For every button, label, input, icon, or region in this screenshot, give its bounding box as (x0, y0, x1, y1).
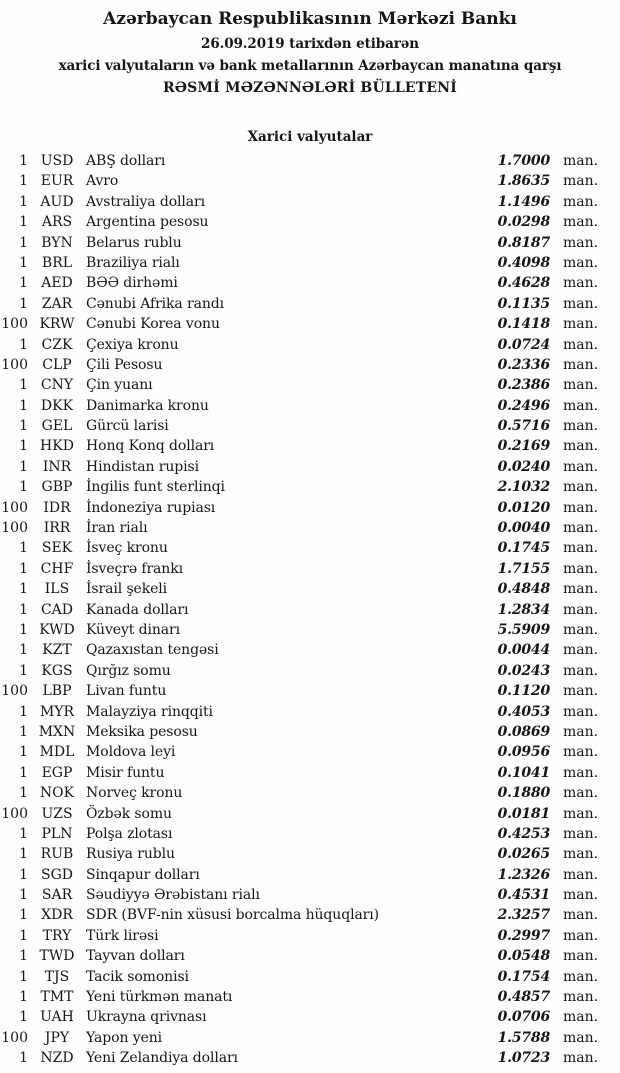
currency-code-cell: JPY (44, 1029, 70, 1046)
rate-row (0, 171, 620, 191)
rate-row (0, 498, 620, 518)
rate-row (0, 233, 620, 253)
rate-value-cell: 0.2169 (497, 438, 550, 455)
rate-value-cell: 0.4531 (497, 887, 550, 904)
unit-label-cell: man. (563, 723, 599, 740)
unit-label-cell: man. (563, 275, 599, 292)
rate-value-cell: 0.1135 (497, 295, 550, 312)
quantity-cell: 100 (1, 1029, 28, 1046)
rate-row (0, 763, 620, 783)
quantity-cell: 1 (19, 662, 28, 679)
currency-name-cell: ABŞ dolları (86, 153, 166, 169)
currency-name-cell: Avstraliya dolları (86, 193, 206, 210)
section-title-foreign-currencies: Xarici valyutalar (247, 129, 373, 145)
currency-code-cell: UAH (40, 1009, 74, 1026)
rate-row (0, 967, 620, 987)
rate-value-cell: 1.7000 (497, 153, 550, 169)
currency-code-cell: EUR (40, 173, 74, 190)
unit-label-cell: man. (563, 601, 599, 618)
unit-label-cell: man. (563, 520, 599, 537)
unit-label-cell: man. (563, 336, 599, 353)
currency-name-cell: Meksika pesosu (86, 723, 198, 740)
currency-code-cell: KWD (39, 621, 75, 638)
unit-label-cell: man. (563, 540, 599, 557)
currency-code-cell: LBP (42, 683, 72, 700)
rate-value-cell: 0.4848 (497, 581, 550, 598)
quantity-cell: 1 (19, 764, 28, 781)
rate-value-cell: 0.1120 (497, 683, 550, 700)
unit-label-cell: man. (563, 173, 599, 190)
currency-code-cell: TMT (40, 989, 74, 1006)
quantity-cell: 100 (1, 520, 28, 537)
rate-value-cell: 0.1041 (497, 764, 550, 781)
currency-name-cell: Yeni türkmən manatı (86, 989, 233, 1006)
rate-row (0, 865, 620, 885)
currency-name-cell: Ukrayna qrivnası (86, 1009, 207, 1026)
rate-value-cell: 0.4628 (497, 275, 550, 292)
rate-value-cell: 0.0706 (497, 1009, 550, 1026)
rate-value-cell: 0.8187 (497, 234, 550, 251)
rate-value-cell: 0.1880 (497, 785, 550, 802)
unit-label-cell: man. (563, 193, 599, 210)
currency-code-cell: GBP (41, 479, 73, 496)
rate-value-cell: 1.2834 (497, 601, 550, 618)
currency-name-cell: Avro (86, 173, 119, 190)
rate-value-cell: 0.2386 (497, 377, 550, 394)
rate-value-cell: 2.1032 (497, 479, 550, 496)
rate-value-cell: 0.0956 (497, 744, 550, 761)
rate-value-cell: 0.0243 (497, 662, 550, 679)
currency-name-cell: Yapon yeni (86, 1029, 163, 1046)
unit-label-cell: man. (563, 418, 599, 435)
unit-label-cell: man. (563, 560, 599, 577)
currency-code-cell: CZK (41, 336, 73, 353)
quantity-cell: 1 (19, 989, 28, 1006)
currency-code-cell: NOK (39, 785, 75, 802)
rate-value-cell: 0.0181 (497, 805, 550, 822)
quantity-cell: 1 (19, 927, 28, 944)
rate-row (0, 681, 620, 701)
unit-label-cell: man. (563, 744, 599, 761)
quantity-cell: 100 (1, 683, 28, 700)
currency-name-cell: SDR (BVF-nin xüsusi borcalma hüquqları) (86, 907, 380, 924)
currency-code-cell: KRW (39, 316, 75, 333)
currency-name-cell: Honq Konq dolları (86, 438, 215, 455)
quantity-cell: 1 (19, 907, 28, 924)
currency-name-cell: Argentina pesosu (86, 214, 209, 231)
currency-name-cell: Qazaxıstan tengəsi (86, 642, 219, 659)
quantity-cell: 1 (19, 1050, 28, 1067)
currency-name-cell: Səudiyyə Ərəbistanı rialı (86, 887, 260, 904)
currency-name-cell: Türk lirəsi (86, 927, 159, 944)
quantity-cell: 1 (19, 1009, 28, 1026)
quantity-cell: 1 (19, 193, 28, 210)
currency-code-cell: MXN (38, 723, 76, 740)
unit-label-cell: man. (563, 356, 599, 373)
unit-label-cell: man. (563, 927, 599, 944)
quantity-cell: 1 (19, 214, 28, 231)
currency-name-cell: Polşa zlotası (86, 825, 173, 842)
currency-code-cell: BYN (41, 234, 73, 251)
currency-code-cell: CHF (40, 560, 74, 577)
unit-label-cell: man. (563, 377, 599, 394)
unit-label-cell: man. (563, 907, 599, 924)
quantity-cell: 1 (19, 825, 28, 842)
currency-name-cell: Tacik somonisi (86, 968, 189, 985)
rate-row (0, 538, 620, 558)
rate-row (0, 151, 620, 171)
currency-name-cell: Moldova leyi (86, 744, 176, 761)
quantity-cell: 1 (19, 295, 28, 312)
rate-row (0, 579, 620, 599)
quantity-cell: 1 (19, 581, 28, 598)
rate-row (0, 824, 620, 844)
rate-row (0, 742, 620, 762)
currency-name-cell: Livan funtu (86, 683, 167, 700)
rate-row (0, 1048, 620, 1068)
bank-name-title: Azərbaycan Respublikasının Mərkəzi Bankı (103, 9, 517, 29)
rate-row (0, 804, 620, 824)
currency-code-cell: AUD (40, 193, 74, 210)
unit-label-cell: man. (563, 989, 599, 1006)
currency-code-cell: TJS (44, 968, 70, 985)
quantity-cell: 100 (1, 805, 28, 822)
quantity-cell: 1 (19, 438, 28, 455)
quantity-cell: 100 (1, 356, 28, 373)
rate-row (0, 844, 620, 864)
currency-name-cell: İngilis funt sterlinqi (86, 479, 225, 496)
currency-name-cell: Çili Pesosu (86, 356, 163, 373)
unit-label-cell: man. (563, 1050, 599, 1067)
quantity-cell: 1 (19, 540, 28, 557)
currency-name-cell: İsrail şekeli (86, 581, 168, 598)
unit-label-cell: man. (563, 316, 599, 333)
quantity-cell: 1 (19, 458, 28, 475)
quantity-cell: 1 (19, 234, 28, 251)
rate-value-cell: 0.0724 (497, 336, 550, 353)
rate-value-cell: 0.0044 (497, 642, 550, 659)
unit-label-cell: man. (563, 764, 599, 781)
effective-date-line: 26.09.2019 tarixdən etibarən (201, 36, 419, 52)
currency-code-cell: TRY (42, 927, 72, 944)
currency-name-cell: İsveç kronu (86, 540, 168, 557)
currency-name-cell: Cənubi Afrika randı (86, 295, 225, 312)
unit-label-cell: man. (563, 846, 599, 863)
rate-row (0, 640, 620, 660)
rate-value-cell: 0.0240 (497, 458, 550, 475)
quantity-cell: 1 (19, 336, 28, 353)
rate-value-cell: 1.0723 (497, 1050, 550, 1067)
unit-label-cell: man. (563, 254, 599, 271)
rate-row (0, 314, 620, 334)
currency-name-cell: Gürcü larisi (86, 418, 169, 435)
currency-code-cell: GEL (41, 418, 73, 435)
rate-value-cell: 5.5909 (497, 621, 550, 638)
bulletin-title: RƏSMİ MƏZƏNNƏLƏRİ BÜLLETENİ (162, 80, 458, 96)
currency-name-cell: Çin yuanı (86, 377, 153, 394)
currency-code-cell: MYR (39, 703, 75, 720)
rate-row (0, 600, 620, 620)
currency-name-cell: Tayvan dolları (86, 948, 185, 965)
currency-name-cell: İran rialı (86, 520, 148, 537)
unit-label-cell: man. (563, 153, 599, 169)
currency-name-cell: Özbək somu (86, 805, 172, 822)
quantity-cell: 1 (19, 254, 28, 271)
unit-label-cell: man. (563, 1029, 599, 1046)
quantity-cell: 1 (19, 887, 28, 904)
currency-code-cell: CNY (40, 377, 74, 394)
quantity-cell: 1 (19, 479, 28, 496)
rate-value-cell: 0.1745 (497, 540, 550, 557)
rate-row (0, 905, 620, 925)
rate-value-cell: 0.0040 (497, 520, 550, 537)
rate-row (0, 335, 620, 355)
rate-row (0, 1007, 620, 1027)
currency-name-cell: Norveç kronu (86, 785, 183, 802)
rate-row (0, 559, 620, 579)
rate-row (0, 294, 620, 314)
currency-name-cell: Qırğız somu (86, 662, 171, 679)
currency-name-cell: Hindistan rupisi (86, 458, 199, 475)
currency-name-cell: Braziliya rialı (86, 254, 180, 271)
rate-value-cell: 0.0120 (497, 499, 550, 516)
rate-row (0, 416, 620, 436)
currency-code-cell: CLP (42, 356, 72, 373)
rate-row (0, 396, 620, 416)
rate-row (0, 273, 620, 293)
currency-code-cell: XDR (41, 907, 73, 924)
unit-label-cell: man. (563, 805, 599, 822)
rate-row (0, 783, 620, 803)
rate-value-cell: 0.4053 (497, 703, 550, 720)
rate-row (0, 192, 620, 212)
currency-name-cell: Kanada dolları (86, 601, 189, 618)
quantity-cell: 100 (1, 499, 28, 516)
currency-code-cell: AED (41, 275, 73, 292)
rate-row (0, 661, 620, 681)
rate-value-cell: 0.2997 (497, 927, 550, 944)
rate-value-cell: 1.1496 (497, 193, 550, 210)
unit-label-cell: man. (563, 581, 599, 598)
quantity-cell: 1 (19, 968, 28, 985)
quantity-cell: 1 (19, 173, 28, 190)
unit-label-cell: man. (563, 499, 599, 516)
quantity-cell: 1 (19, 703, 28, 720)
rate-row (0, 253, 620, 273)
currency-code-cell: TWD (39, 948, 75, 965)
quantity-cell: 1 (19, 153, 28, 169)
currency-code-cell: IRR (43, 520, 71, 537)
rate-value-cell: 0.2336 (497, 356, 550, 373)
currency-code-cell: BRL (41, 254, 73, 271)
currency-code-cell: SEK (41, 540, 73, 557)
rate-row (0, 885, 620, 905)
rate-value-cell: 0.5716 (497, 418, 550, 435)
rate-row (0, 375, 620, 395)
rate-row (0, 355, 620, 375)
quantity-cell: 1 (19, 397, 28, 414)
unit-label-cell: man. (563, 642, 599, 659)
rate-row (0, 987, 620, 1007)
currency-name-cell: Belarus rublu (86, 234, 182, 251)
rate-value-cell: 0.0869 (497, 723, 550, 740)
currency-code-cell: RUB (40, 846, 74, 863)
unit-label-cell: man. (563, 866, 599, 883)
currency-name-cell: Malayziya rinqqiti (86, 703, 213, 720)
quantity-cell: 1 (19, 642, 28, 659)
rate-row (0, 212, 620, 232)
quantity-cell: 1 (19, 948, 28, 965)
currency-code-cell: SAR (41, 887, 73, 904)
currency-code-cell: EGP (41, 764, 73, 781)
currency-name-cell: BƏƏ dirhəmi (86, 275, 178, 292)
rate-value-cell: 0.0548 (497, 948, 550, 965)
currency-code-cell: ILS (44, 581, 70, 598)
currency-name-cell: Rusiya rublu (86, 846, 175, 863)
unit-label-cell: man. (563, 438, 599, 455)
rate-value-cell: 1.7155 (497, 560, 550, 577)
rate-value-cell: 1.2326 (497, 866, 550, 883)
currency-code-cell: HKD (40, 438, 74, 455)
currency-code-cell: MDL (39, 744, 75, 761)
currency-name-cell: Cənubi Korea vonu (86, 316, 220, 333)
unit-label-cell: man. (563, 948, 599, 965)
unit-label-cell: man. (563, 887, 599, 904)
rate-row (0, 1028, 620, 1048)
currency-code-cell: UZS (41, 805, 73, 822)
currency-code-cell: SGD (41, 866, 73, 883)
unit-label-cell: man. (563, 479, 599, 496)
rate-value-cell: 0.2496 (497, 397, 550, 414)
currency-code-cell: PLN (41, 825, 73, 842)
rate-value-cell: 0.4098 (497, 254, 550, 271)
subject-line: xarici valyutaların və bank metallarının Azərbaycan manatına qarşı (58, 58, 562, 74)
quantity-cell: 1 (19, 723, 28, 740)
currency-name-cell: İndoneziya rupiası (86, 499, 216, 516)
rate-value-cell: 1.8635 (497, 173, 550, 190)
currency-name-cell: Küveyt dinarı (86, 621, 181, 638)
unit-label-cell: man. (563, 458, 599, 475)
rate-row (0, 946, 620, 966)
currency-code-cell: KZT (42, 642, 72, 659)
quantity-cell: 1 (19, 560, 28, 577)
rate-value-cell: 1.5788 (497, 1029, 550, 1046)
quantity-cell: 1 (19, 601, 28, 618)
currency-name-cell: Danimarka kronu (86, 397, 209, 414)
unit-label-cell: man. (563, 968, 599, 985)
unit-label-cell: man. (563, 621, 599, 638)
unit-label-cell: man. (563, 825, 599, 842)
quantity-cell: 1 (19, 744, 28, 761)
currency-code-cell: NZD (40, 1050, 74, 1067)
quantity-cell: 100 (1, 316, 28, 333)
rate-row (0, 722, 620, 742)
quantity-cell: 1 (19, 418, 28, 435)
unit-label-cell: man. (563, 703, 599, 720)
unit-label-cell: man. (563, 662, 599, 679)
rate-row (0, 436, 620, 456)
rate-value-cell: 0.0298 (497, 214, 550, 231)
rates-table (0, 151, 620, 1069)
currency-code-cell: CAD (40, 601, 74, 618)
quantity-cell: 1 (19, 275, 28, 292)
quantity-cell: 1 (19, 846, 28, 863)
quantity-cell: 1 (19, 621, 28, 638)
unit-label-cell: man. (563, 1009, 599, 1026)
rate-value-cell: 0.1418 (497, 316, 550, 333)
currency-name-cell: Misir funtu (86, 764, 165, 781)
currency-code-cell: USD (40, 153, 74, 169)
quantity-cell: 1 (19, 377, 28, 394)
rate-row (0, 702, 620, 722)
document-header (0, 6, 620, 99)
rate-value-cell: 2.3257 (497, 907, 550, 924)
currency-name-cell: Çexiya kronu (86, 336, 179, 353)
currency-code-cell: ARS (41, 214, 73, 231)
rate-value-cell: 0.1754 (497, 968, 550, 985)
rate-row (0, 518, 620, 538)
currency-code-cell: ZAR (41, 295, 73, 312)
rate-row (0, 926, 620, 946)
unit-label-cell: man. (563, 397, 599, 414)
quantity-cell: 1 (19, 866, 28, 883)
unit-label-cell: man. (563, 214, 599, 231)
rate-row (0, 620, 620, 640)
rate-value-cell: 0.4857 (497, 989, 550, 1006)
rate-row (0, 457, 620, 477)
unit-label-cell: man. (563, 683, 599, 700)
unit-label-cell: man. (563, 785, 599, 802)
unit-label-cell: man. (563, 295, 599, 312)
rate-value-cell: 0.0265 (497, 846, 550, 863)
currency-name-cell: Sinqapur dolları (86, 866, 200, 883)
currency-code-cell: KGS (41, 662, 73, 679)
currency-code-cell: DKK (40, 397, 74, 414)
currency-name-cell: Yeni Zelandiya dolları (86, 1050, 238, 1067)
currency-code-cell: INR (42, 458, 72, 475)
unit-label-cell: man. (563, 234, 599, 251)
currency-name-cell: İsveçrə frankı (86, 560, 183, 577)
rate-value-cell: 0.4253 (497, 825, 550, 842)
quantity-cell: 1 (19, 785, 28, 802)
rate-row (0, 477, 620, 497)
currency-code-cell: IDR (43, 499, 71, 516)
